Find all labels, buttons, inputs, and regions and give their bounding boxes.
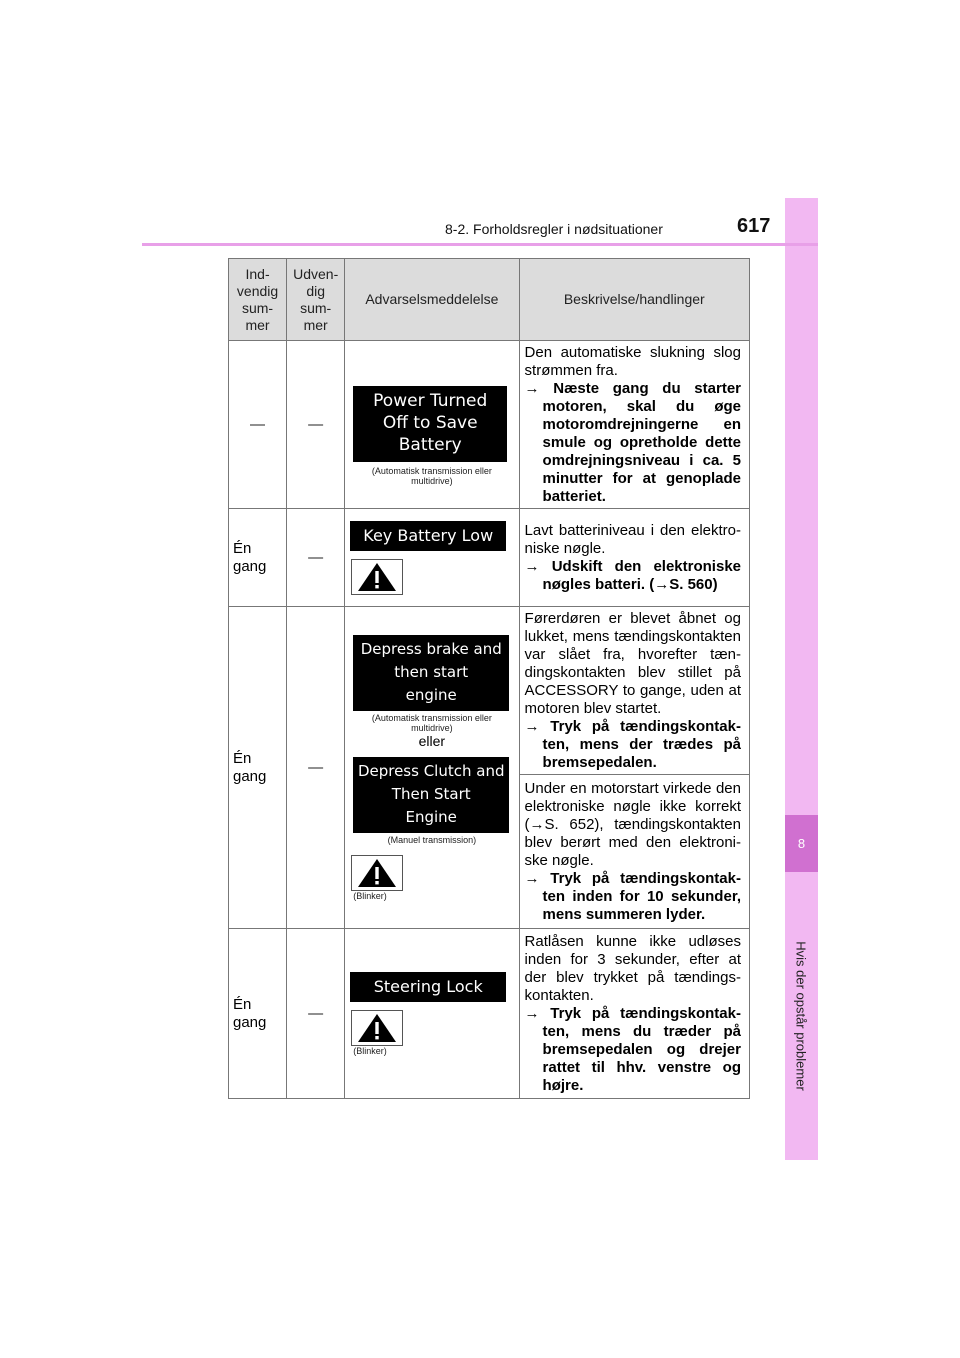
table-row (229, 607, 750, 775)
warning-triangle-icon (351, 1010, 403, 1046)
action-text: → Tryk på tændingskontak-ten, mens du træder på bremsepedalen og drejer rattet til hhv. venstre og højre. (524, 1004, 741, 1094)
display-caption: (Automatisk transmission eller multidrive) (371, 712, 492, 733)
description-cell (519, 775, 749, 929)
section-title: 8-2. Forholdsregler i nødsituationer (445, 221, 663, 237)
display-message: Key Battery Low (350, 521, 506, 551)
header-rule (142, 243, 818, 246)
message-cell (345, 607, 519, 929)
display-message: Power Turned Off to Save Battery (353, 386, 507, 462)
description-cell (519, 607, 749, 775)
display-message: Depress Clutch and Then Start Engine (353, 757, 509, 833)
warning-triangle-icon (351, 855, 403, 891)
description-cell (519, 929, 749, 1099)
description-text: Under en motorstart virkede den elektroniske nøgle ikke korrekt (→S. 652), tændingskontakten blev berørt med den elektroni-ske nøgle. (524, 779, 741, 869)
description-text: Førerdøren er blevet åbnet og lukket, mens tændingskontakten var slået fra, hvorefter tæn-dingskontakten blev stillet på ACCESSORY to gange, uden at motoren blev startet. (524, 609, 741, 717)
message-cell (345, 509, 519, 607)
header-interior-buzzer: Ind- vendig sum- mer (229, 259, 287, 341)
table-header (229, 259, 750, 341)
arrow-icon: → (524, 1004, 540, 1022)
description-text: Ratlåsen kunne ikke udløses inden for 3 sekunder, efter at der blev trykket på tændings-kontakten. (524, 932, 741, 1004)
exterior-buzzer-cell: — (287, 509, 345, 607)
display-caption: (Manuel transmission) (387, 834, 477, 845)
exterior-buzzer-cell: — (287, 929, 345, 1099)
or-text: eller (418, 732, 446, 749)
interior-buzzer-cell: Én gang (229, 929, 287, 1099)
warning-triangle-icon (351, 559, 403, 595)
action-text: → Tryk på tændingskontak-ten, mens der trædes på bremsepedalen. (524, 717, 741, 771)
header-description: Beskrivelse/handlinger (519, 259, 749, 341)
interior-buzzer-cell: — (229, 341, 287, 509)
display-message: Depress brake and then start engine (353, 635, 509, 711)
interior-buzzer-cell: Én gang (229, 509, 287, 607)
interior-buzzer-cell: Én gang (229, 607, 287, 929)
exterior-buzzer-cell: — (287, 607, 345, 929)
chapter-number: 8 (785, 815, 818, 872)
side-tab-top (785, 198, 818, 815)
table-row (229, 509, 750, 607)
blink-caption: (Blinker) (353, 890, 387, 901)
description-cell (519, 509, 749, 607)
arrow-icon: → (524, 717, 540, 735)
display-message: Steering Lock active (350, 972, 506, 1002)
description-text: Lavt batteriniveau i den elektro-niske nøgle. (524, 521, 741, 557)
arrow-icon: → (524, 557, 540, 575)
action-text: → Udskift den elektroniske nøgles batteri. (→S. 560) (524, 557, 742, 593)
table-row (229, 341, 750, 509)
arrow-icon: → (524, 379, 540, 397)
description-text: Den automatiske slukning slog strømmen fra. (524, 343, 741, 379)
action-text: → Tryk på tændingskontak-ten inden for 10 sekunder, mens summeren lyder. (524, 869, 741, 923)
message-cell (345, 929, 519, 1099)
display-caption: (Automatisk transmission eller multidrive) (371, 465, 492, 486)
arrow-icon: → (524, 869, 540, 887)
table-row (229, 929, 750, 1099)
warning-table (228, 258, 750, 1099)
message-cell (345, 341, 519, 509)
exterior-buzzer-cell: — (287, 341, 345, 509)
header-exterior-buzzer: Udven- dig sum- mer (287, 259, 345, 341)
action-text: → Næste gang du starter motoren, skal du øge motoromdrejningerne en smule og opretholde dette omdrejningsniveau i ca. 5 minutter for at genoplade batteriet. (524, 379, 741, 505)
description-cell (519, 341, 749, 509)
page-number: 617 (737, 215, 771, 237)
header-warning-message: Advarselsmeddelelse (345, 259, 519, 341)
blink-caption: (Blinker) (353, 1045, 387, 1056)
